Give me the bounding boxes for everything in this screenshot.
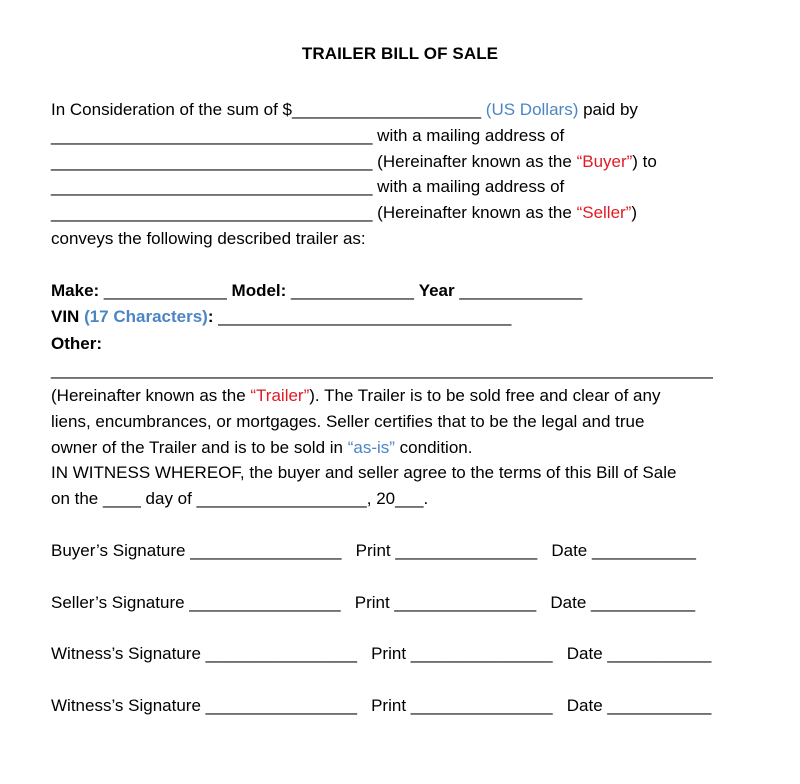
seller-term: “Seller”	[576, 203, 632, 222]
seller-name-line: __________________________________ with a mailing address of	[51, 177, 565, 196]
hereinafter-text: (Hereinafter known as the	[51, 386, 251, 405]
buyer-term: “Buyer”	[576, 152, 633, 171]
as-is-term: “as-is”	[347, 438, 395, 457]
trailer-term: “Trailer”	[250, 386, 310, 405]
to-text: ) to	[632, 152, 657, 171]
vin-blank: _______________________________	[213, 307, 512, 326]
vin-hint: (17 Characters)	[84, 307, 208, 326]
currency-note: (US Dollars)	[485, 100, 579, 119]
model-label: Model:	[231, 281, 287, 300]
make-model-year-line	[51, 281, 582, 301]
buyer-address-text: __________________________________ (Hereinafter known as the	[51, 152, 577, 171]
witness-signature-line: Witness’s Signature ________________ Print _______________ Date ___________	[51, 696, 712, 715]
vin-line	[51, 307, 511, 327]
seller-address-text: __________________________________ (Hereinafter known as the	[51, 203, 577, 222]
other-blank-line: ______________________________________________________________________	[51, 360, 713, 379]
sum-text: In Consideration of the sum of $____________________	[51, 100, 486, 119]
vin-colon: :	[207, 307, 214, 326]
free-clear-text: ). The Trailer is to be sold free and clear of any	[309, 386, 661, 405]
as-is-line	[51, 438, 472, 458]
paid-by-text: paid by	[578, 100, 638, 119]
vin-label: VIN	[51, 307, 85, 326]
date-line: on the ____ day of __________________, 20___.	[51, 489, 429, 508]
trailer-term-line	[51, 386, 660, 406]
make-blank: _____________	[99, 281, 232, 300]
seller-address-line	[51, 203, 637, 223]
model-blank: _____________	[286, 281, 419, 300]
buyer-signature-line: Buyer’s Signature ________________ Print _______________ Date ___________	[51, 541, 696, 560]
buyer-name-line: __________________________________ with a mailing address of	[51, 126, 565, 145]
document-title: TRAILER BILL OF SALE	[301, 44, 499, 63]
witness-whereof-line: IN WITNESS WHEREOF, the buyer and seller agree to the terms of this Bill of Sale	[51, 463, 677, 482]
seller-signature-line: Seller’s Signature ________________ Print _______________ Date ___________	[51, 593, 696, 612]
conveys-line: conveys the following described trailer as:	[51, 229, 366, 248]
condition-text: condition.	[394, 438, 473, 457]
make-label: Make:	[51, 281, 100, 300]
year-label: Year	[418, 281, 455, 300]
buyer-address-line	[51, 152, 657, 172]
year-blank: _____________	[454, 281, 583, 300]
other-label: Other:	[51, 334, 102, 353]
close-paren: )	[631, 203, 638, 222]
witness-signature-line: Witness’s Signature ________________ Print _______________ Date ___________	[51, 644, 712, 663]
liens-line: liens, encumbrances, or mortgages. Seller certifies that to be the legal and true	[51, 412, 645, 431]
consideration-line	[51, 100, 638, 120]
owner-text: owner of the Trailer and is to be sold in	[51, 438, 348, 457]
